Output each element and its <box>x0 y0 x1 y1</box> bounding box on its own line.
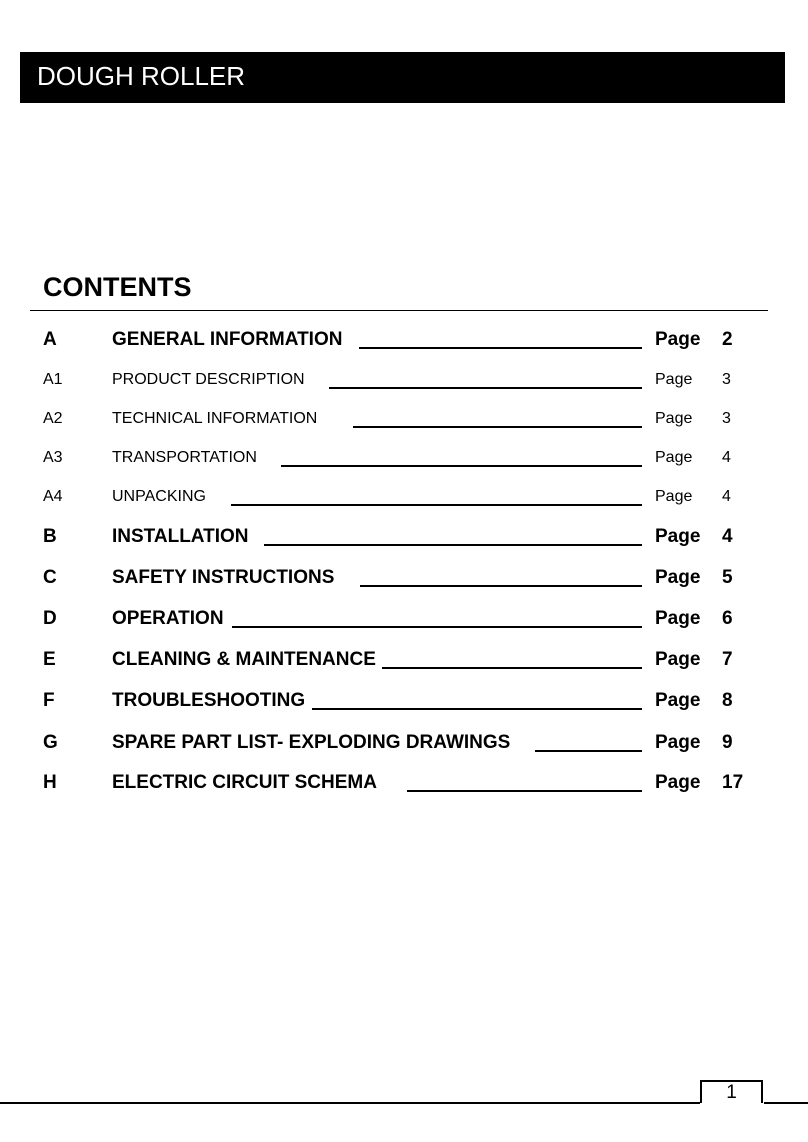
toc-title: TROUBLESHOOTING <box>112 690 306 711</box>
toc-leader-line <box>407 790 642 792</box>
toc-leader-line <box>359 347 642 349</box>
toc-entry-operation[interactable] <box>0 607 808 631</box>
toc-title: CLEANING & MAINTENANCE <box>112 649 376 670</box>
toc-page-label: Page <box>655 690 701 711</box>
toc-code: E <box>43 649 56 670</box>
toc-page-number: 4 <box>722 449 731 466</box>
toc-leader-line <box>232 626 642 628</box>
toc-title: PRODUCT DESCRIPTION <box>112 371 305 388</box>
toc-entry-transportation[interactable] <box>0 448 808 468</box>
toc-page-label: Page <box>655 772 701 793</box>
toc-code: A1 <box>43 371 63 388</box>
toc-entry-technical-information[interactable] <box>0 409 808 429</box>
toc-leader-line <box>231 504 642 506</box>
toc-code: A4 <box>43 488 63 505</box>
toc-page-label: Page <box>655 410 693 427</box>
toc-entry-electric-circuit-schema[interactable] <box>0 771 808 795</box>
toc-page-number: 8 <box>722 690 733 711</box>
toc-page-number: 4 <box>722 526 733 547</box>
toc-entry-installation[interactable] <box>0 525 808 549</box>
toc-title: ELECTRIC CIRCUIT SCHEMA <box>112 772 377 793</box>
toc-code: B <box>43 526 57 547</box>
toc-title: SPARE PART LIST- EXPLODING DRAWINGS <box>112 732 511 753</box>
toc-code: A2 <box>43 410 63 427</box>
toc-page-number: 3 <box>722 371 731 388</box>
toc-page-number: 9 <box>722 732 733 753</box>
toc-leader-line <box>329 387 642 389</box>
toc-leader-line <box>281 465 642 467</box>
header-bar <box>20 52 785 103</box>
toc-entry-unpacking[interactable] <box>0 487 808 507</box>
toc-page-label: Page <box>655 329 701 350</box>
page-number-tab <box>700 1080 763 1103</box>
toc-title: UNPACKING <box>112 488 206 505</box>
toc-leader-line <box>382 667 642 669</box>
toc-page-label: Page <box>655 608 701 629</box>
toc-title: TECHNICAL INFORMATION <box>112 410 318 427</box>
toc-page-label: Page <box>655 371 693 388</box>
toc-page-label: Page <box>655 567 701 588</box>
toc-code: H <box>43 772 57 793</box>
toc-entry-troubleshooting[interactable] <box>0 689 808 713</box>
toc-code: G <box>43 732 58 753</box>
toc-code: A <box>43 329 57 350</box>
toc-entry-product-description[interactable] <box>0 370 808 390</box>
toc-page-number: 2 <box>722 329 733 350</box>
toc-page-number: 17 <box>722 772 744 793</box>
toc-leader-line <box>312 708 642 710</box>
toc-page-number: 5 <box>722 567 733 588</box>
toc-page-number: 4 <box>722 488 731 505</box>
toc-page-number: 3 <box>722 410 731 427</box>
toc-entry-general-information[interactable] <box>0 328 808 352</box>
toc-entry-spare-part-list[interactable] <box>0 731 808 755</box>
page-number: 1 <box>726 1082 737 1103</box>
toc-title: SAFETY INSTRUCTIONS <box>112 567 335 588</box>
toc-page-label: Page <box>655 488 693 505</box>
toc-code: D <box>43 608 57 629</box>
toc-leader-line <box>264 544 642 546</box>
toc-title: TRANSPORTATION <box>112 449 257 466</box>
contents-heading: CONTENTS <box>43 272 192 302</box>
toc-entry-safety-instructions[interactable] <box>0 566 808 590</box>
toc-page-label: Page <box>655 449 693 466</box>
toc-page-number: 7 <box>722 649 733 670</box>
toc-leader-line <box>360 585 642 587</box>
toc-title: OPERATION <box>112 608 224 629</box>
footer-rule <box>764 1102 808 1104</box>
document-title: DOUGH ROLLER <box>37 61 246 91</box>
toc-title: INSTALLATION <box>112 526 249 547</box>
toc-title: GENERAL INFORMATION <box>112 329 343 350</box>
contents-divider <box>30 310 768 311</box>
toc-code: C <box>43 567 57 588</box>
toc-entry-cleaning-maintenance[interactable] <box>0 648 808 672</box>
toc-code: A3 <box>43 449 63 466</box>
toc-leader-line <box>535 750 642 752</box>
toc-page-number: 6 <box>722 608 733 629</box>
toc-code: F <box>43 690 55 711</box>
toc-leader-line <box>353 426 642 428</box>
toc-page-label: Page <box>655 526 701 547</box>
toc-page-label: Page <box>655 649 701 670</box>
toc-page-label: Page <box>655 732 701 753</box>
footer-rule <box>0 1102 700 1104</box>
